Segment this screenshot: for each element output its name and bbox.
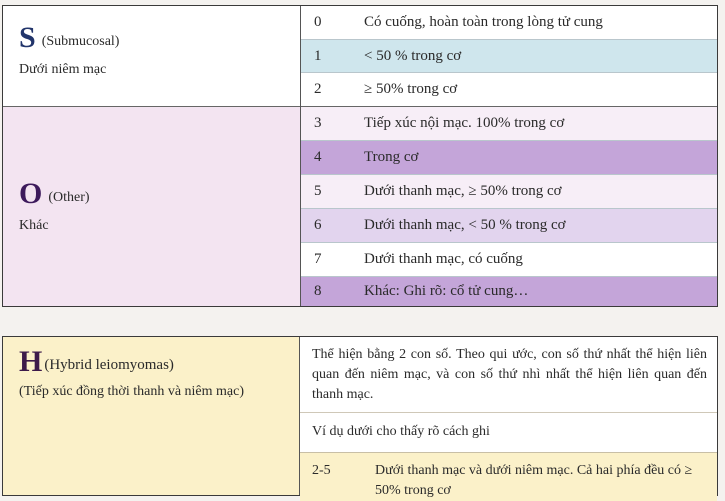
category-letter-s: S (19, 21, 36, 54)
category-name-en: (Other) (48, 190, 90, 205)
category-column (3, 6, 301, 306)
type-code: 6 (314, 217, 322, 233)
type-description: < 50 % trong cơ (364, 47, 462, 64)
type-code: 3 (314, 115, 322, 131)
category-name-vn: Dưới niêm mạc (19, 62, 107, 77)
type-description: Dưới thanh mạc và dưới niêm mạc. Cả hai phía đều có ≥ 50% trong cơ (375, 463, 693, 498)
category-submucosal (3, 6, 300, 107)
table-row (301, 6, 717, 40)
type-description: Dưới thanh mạc, có cuống (364, 251, 523, 267)
type-description: Trong cơ (364, 149, 419, 165)
type-code: 0 (314, 14, 322, 30)
category-other (3, 107, 300, 306)
hybrid-description: Thể hiện bằng 2 con số. Theo qui ước, con số thứ nhất thể hiện liên quan đến niêm mạc, và con số thứ nhì nhất thể hiện liên quan đến thanh mạc. (312, 347, 707, 402)
type-code: 7 (314, 251, 322, 267)
table-row (301, 277, 717, 306)
table-row (301, 73, 717, 107)
type-description: Dưới thanh mạc, ≥ 50% trong cơ (364, 183, 562, 199)
category-letter-h: H (19, 345, 43, 378)
table-row (301, 175, 717, 209)
category-name-en: (Hybrid leiomyomas) (44, 357, 174, 373)
table-row (301, 107, 717, 141)
category-name-en: (Submucosal) (41, 34, 120, 49)
type-description: Tiếp xúc nội mạc. 100% trong cơ (364, 115, 565, 131)
type-description: ≥ 50% trong cơ (364, 81, 458, 97)
type-code: 2-5 (312, 463, 331, 478)
type-description: Khác: Ghi rõ: cổ tử cung… (364, 283, 529, 299)
type-code: 5 (314, 183, 322, 199)
table-row (301, 40, 717, 73)
table-row (301, 141, 717, 175)
type-code: 8 (314, 283, 322, 299)
hybrid-example-row (300, 452, 717, 501)
category-name-vn: Khác (19, 218, 49, 233)
classification-table (2, 5, 718, 307)
type-description: Dưới thanh mạc, < 50 % trong cơ (364, 217, 566, 233)
type-rows (301, 6, 717, 306)
category-hybrid (3, 337, 300, 495)
type-description: Có cuống, hoàn toàn trong lòng tử cung (364, 14, 603, 30)
hybrid-table (2, 336, 718, 496)
table-row (301, 243, 717, 277)
type-code: 4 (314, 149, 322, 165)
hybrid-example-intro: Ví dụ dưới cho thấy rõ cách ghi (300, 412, 717, 442)
table-row (301, 209, 717, 243)
category-letter-o: O (19, 177, 43, 210)
type-code: 1 (314, 47, 322, 64)
type-code: 2 (314, 81, 322, 97)
category-name-vn: (Tiếp xúc đồng thời thanh và niêm mạc) (19, 384, 245, 399)
hybrid-details (300, 337, 717, 498)
